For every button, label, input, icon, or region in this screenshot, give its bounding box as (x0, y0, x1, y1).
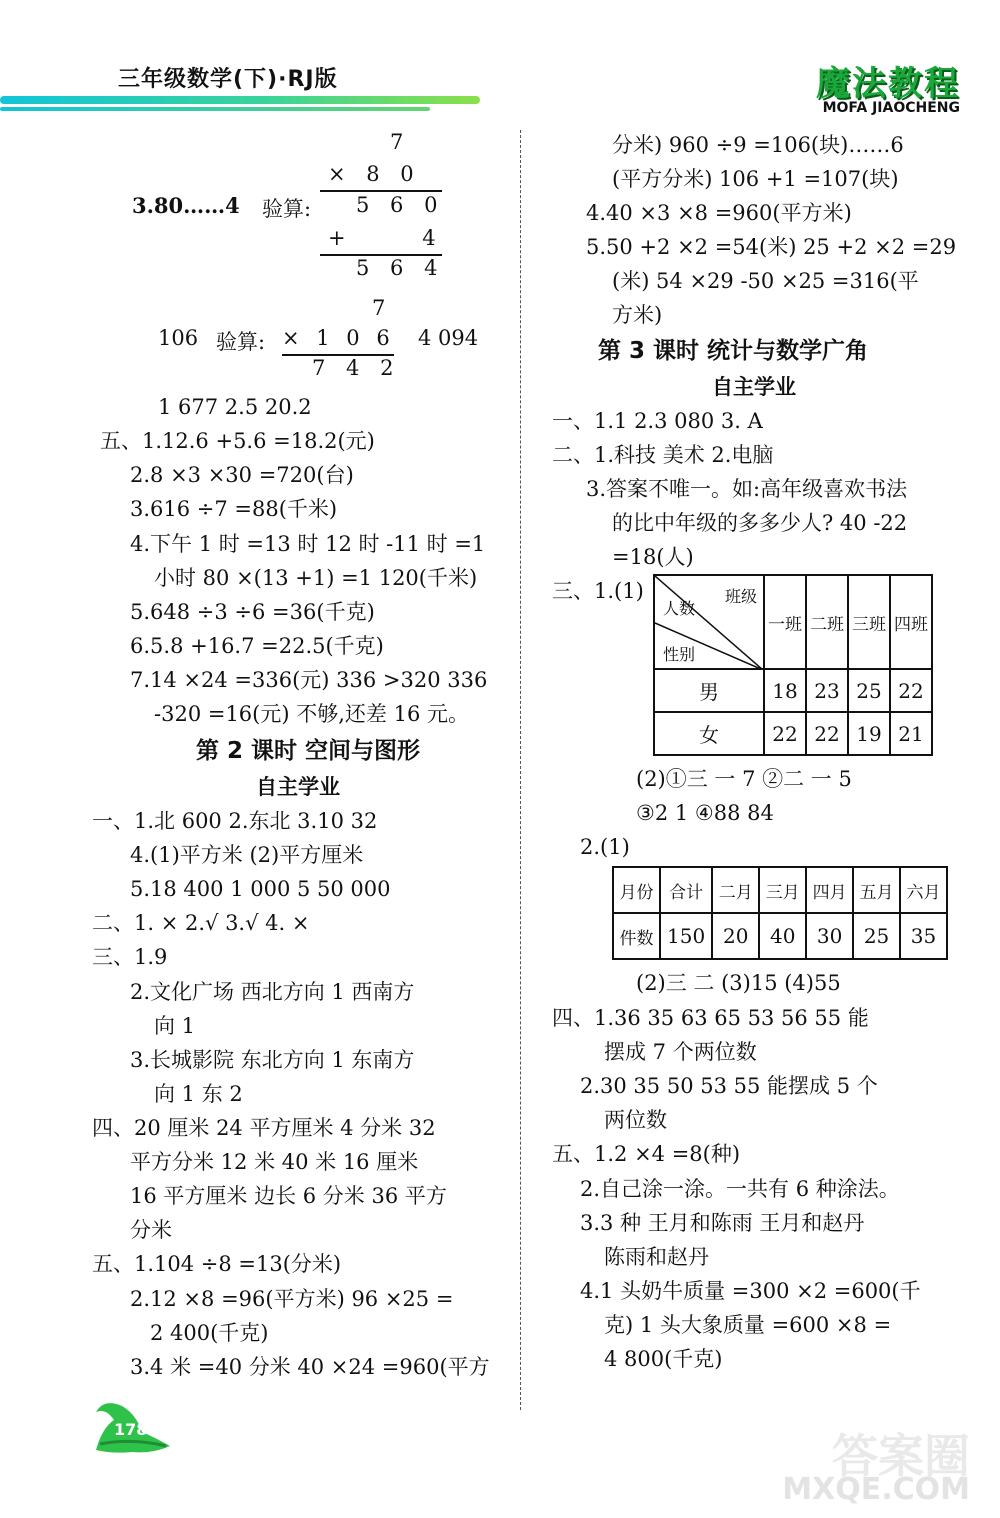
text-line: 16 平方厘米 边长 6 分米 36 平方 (130, 1184, 447, 1208)
text-line: 4.1 头奶牛质量 =300 ×2 =600(千 (580, 1279, 921, 1303)
table-cell: 35 (900, 913, 947, 959)
text-line: 方米) (612, 303, 663, 327)
text-line: (平方分米) 106 +1 =107(块) (612, 167, 899, 191)
page-number: 178 (114, 1420, 148, 1439)
text-line: 4.下午 1 时 =13 时 12 时 -11 时 =1 (130, 532, 486, 556)
table-cell: 150 (660, 913, 712, 959)
table-row (654, 669, 932, 712)
table-header-cell: 四班 (890, 575, 932, 669)
text-line: =18(人) (612, 545, 694, 569)
calc2-side: 4 094 (418, 326, 479, 350)
text-line: 二、1. × 2.√ 3.√ 4. × (92, 911, 310, 935)
text-line: 四、1.36 35 63 65 53 56 55 能 (552, 1006, 869, 1030)
text-line: 4 800(千克) (604, 1347, 723, 1371)
text-line: 两位数 (604, 1108, 667, 1132)
calc2-result: 7 4 2 (312, 356, 394, 380)
text-line: 3.616 ÷7 =88(千米) (130, 497, 338, 521)
table-header-cell: 三月 (759, 867, 806, 913)
table-cell: 20 (712, 913, 759, 959)
text-line: 平方分米 12 米 40 米 16 厘米 (130, 1150, 419, 1174)
text-line: 小时 80 ×(13 +1) =1 120(千米) (154, 566, 478, 590)
header-bar-thin (0, 107, 430, 111)
table-header-cell: 六月 (900, 867, 947, 913)
text-line: 摆成 7 个两位数 (604, 1040, 757, 1064)
monthly-items-table (612, 866, 948, 960)
brand-logo: 魔法教程 (816, 64, 960, 104)
section-heading: 自主学业 (256, 775, 340, 799)
text-line: 5.18 400 1 000 5 50 000 (130, 877, 391, 901)
text-line: 二、1.科技 美术 2.电脑 (552, 443, 774, 467)
text-line: 向 1 (154, 1014, 196, 1038)
calc1-line1 (320, 190, 442, 192)
text-line: (2)①三 一 7 ②二 一 5 (636, 767, 852, 791)
section-heading: 自主学业 (712, 375, 796, 399)
text-line: 2.文化广场 西北方向 1 西南方 (130, 980, 415, 1004)
table-row (613, 913, 947, 959)
table-cell: 22 (764, 712, 806, 755)
table-cell: 25 (848, 669, 890, 712)
table-header-cell: 合计 (660, 867, 712, 913)
header-bar (0, 96, 480, 104)
text-line: 7.14 ×24 =336(元) 336 >320 336 (130, 668, 488, 692)
text-line: 三、1.(1) (552, 579, 644, 603)
table-row-label: 件数 (613, 913, 660, 959)
calc1-top: 7 (390, 130, 404, 154)
calc1-answer: 3.80……4 (132, 193, 240, 218)
text-line: 2.8 ×3 ×30 =720(台) (130, 463, 354, 487)
text-line: 2.12 ×8 =96(平方米) 96 ×25 = (130, 1287, 454, 1311)
text-line: 五、1.2 ×4 =8(种) (552, 1142, 741, 1166)
text-line: -320 =16(元) 不够,还差 16 元。 (154, 702, 469, 726)
text-line: 一、1.1 2.3 080 3. A (552, 409, 763, 433)
table-cell: 22 (890, 669, 932, 712)
table-cell: 25 (853, 913, 900, 959)
table-corner-cell (654, 575, 764, 669)
calc1-result: 5 6 4 (356, 256, 438, 280)
text-line: 克) 1 头大象质量 =600 ×8 = (604, 1313, 892, 1337)
table-cell: 40 (759, 913, 806, 959)
watermark-logo: 答案圈 (832, 1429, 970, 1483)
table-cell: 22 (806, 712, 848, 755)
text-line: (2)三 二 (3)15 (4)55 (636, 971, 841, 995)
table-header-cell: 三班 (848, 575, 890, 669)
text-line: 5.50 +2 ×2 =54(米) 25 +2 ×2 =29 (586, 235, 957, 259)
text-line: ③2 1 ④88 84 (636, 801, 774, 825)
lesson-heading: 第 3 课时 统计与数学广角 (598, 338, 869, 364)
calc1-partial: 5 6 0 (356, 193, 438, 217)
text-line: 分米 (130, 1218, 172, 1242)
text-line: 3.3 种 王月和陈雨 王月和赵丹 (580, 1211, 865, 1235)
calc2-label: 验算: (216, 330, 266, 354)
calc1-plus: + 4 (328, 226, 436, 250)
table-cell: 21 (890, 712, 932, 755)
calc2-answer: 106 (158, 326, 199, 350)
text-line: 陈雨和赵丹 (604, 1245, 709, 1269)
table-header-cell: 五月 (853, 867, 900, 913)
table-header-cell: 月份 (613, 867, 660, 913)
text-line: 三、1.9 (92, 945, 168, 969)
corner-label-count: 人数 (663, 599, 696, 618)
table-row-label: 女 (654, 712, 764, 755)
table-cell: 30 (806, 913, 853, 959)
text-line: 五、1.12.6 +5.6 =18.2(元) (100, 429, 375, 453)
text-line: 3.4 米 =40 分米 40 ×24 =960(平方 (130, 1355, 490, 1379)
text-line: 2.(1) (580, 835, 630, 859)
text-line: 2 400(千克) (150, 1321, 269, 1345)
table-header-cell: 二班 (806, 575, 848, 669)
text-line: 2.30 35 50 53 55 能摆成 5 个 (580, 1074, 878, 1098)
text-line: 4.(1)平方米 (2)平方厘米 (130, 843, 364, 867)
table-row (654, 712, 932, 755)
text-line: 3.长城影院 东北方向 1 东南方 (130, 1048, 415, 1072)
watermark-url: MXQE.COM (782, 1472, 970, 1507)
text-line: 一、1.北 600 2.东北 3.10 32 (92, 809, 378, 833)
table-header-cell: 一班 (764, 575, 806, 669)
corner-label-class: 班级 (724, 587, 757, 606)
table-header-cell: 二月 (712, 867, 759, 913)
table-header-cell: 四月 (806, 867, 853, 913)
text-line: (米) 54 ×29 -50 ×25 =316(平 (612, 269, 919, 293)
calc1-multiply: × 8 0 (328, 162, 414, 186)
table-cell: 18 (764, 669, 806, 712)
brand-subtitle: MOFA JIAOCHENG (822, 100, 960, 116)
calc1-label: 验算: (262, 197, 312, 221)
header-title: 三年级数学(下)·RJ版 (118, 67, 338, 92)
calc2-top: 7 (372, 296, 386, 320)
text-line: 3.答案不唯一。如:高年级喜欢书法 (586, 477, 908, 501)
calc2-multiply: × 1 0 6 (282, 326, 390, 350)
table-row (613, 867, 947, 913)
text-line: 分米) 960 ÷9 =106(块)……6 (612, 133, 904, 157)
class-gender-table (653, 574, 933, 756)
text-line: 4.40 ×3 ×8 =960(平方米) (586, 201, 852, 225)
text-line: 向 1 东 2 (154, 1082, 243, 1106)
text-line: 四、20 厘米 24 平方厘米 4 分米 32 (92, 1116, 436, 1140)
text-line: 6.5.8 +16.7 =22.5(千克) (130, 634, 384, 658)
lesson-heading: 第 2 课时 空间与图形 (196, 738, 421, 764)
table-row-label: 男 (654, 669, 764, 712)
text-line: 2.自己涂一涂。一共有 6 种涂法。 (580, 1177, 900, 1201)
table-cell: 23 (806, 669, 848, 712)
text-line: 5.648 ÷3 ÷6 =36(千克) (130, 600, 375, 624)
table-cell: 19 (848, 712, 890, 755)
text-line: 五、1.104 ÷8 =13(分米) (92, 1252, 342, 1276)
text-line: 1 677 2.5 20.2 (158, 395, 312, 419)
column-divider (520, 130, 521, 1410)
text-line: 的比中年级的多多少人? 40 -22 (612, 511, 908, 535)
corner-label-gender: 性别 (663, 645, 696, 664)
